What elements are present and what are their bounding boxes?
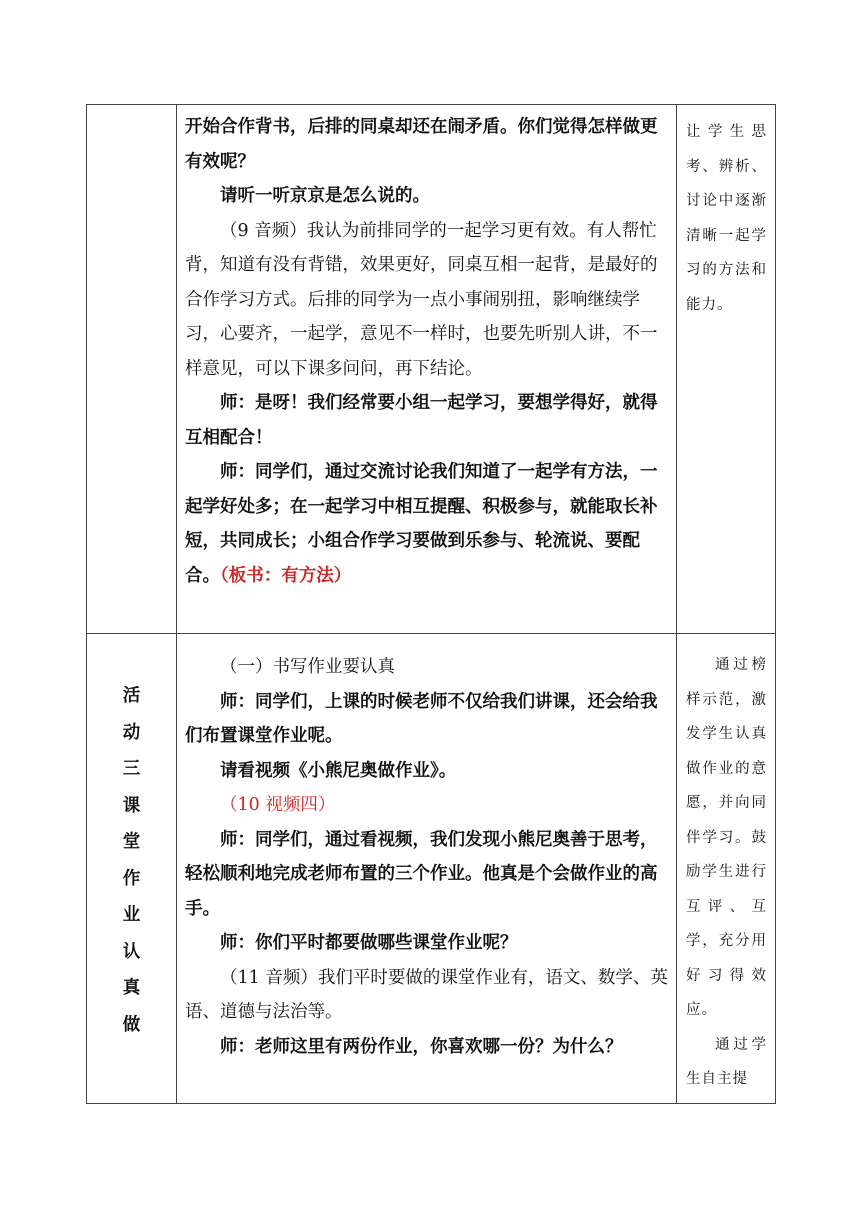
content-paragraph	[185, 455, 669, 593]
activity-char: 三	[122, 759, 141, 779]
activity-char: 业	[122, 905, 141, 925]
activity-cell	[87, 634, 177, 1104]
content-paragraph: 开始合作背书，后排的同桌却还在闹矛盾。你们觉得怎样做更有效呢？	[185, 117, 658, 172]
activity-char: 动	[122, 722, 141, 743]
activity-title	[87, 634, 176, 1043]
activity-char: 活	[122, 686, 141, 706]
lesson-plan-table	[86, 104, 776, 1104]
note-cell	[677, 105, 776, 634]
note-cell	[677, 634, 776, 1104]
table-row	[87, 105, 776, 634]
content-paragraph: 请看视频《小熊尼奥做作业》。	[220, 760, 457, 781]
content-paragraph: （10 视频四）	[220, 795, 336, 815]
board-note: （板书：有方法）	[220, 565, 352, 586]
content-cell	[177, 634, 677, 1104]
paragraph-text: 师：同学们，通过交流讨论我们知道了一起学有方法，一起学好处多；在一起学习中相互提醒、积极参与，就能取长补短，共同成长；小组合作学习要做到乐参与、轮流说、要配合。	[185, 462, 658, 586]
table-row	[87, 634, 776, 1104]
design-note: 让学生思考、辨析、讨论中逐渐清晰一起学习的方法和能力。	[686, 124, 767, 313]
activity-char: 作	[122, 868, 141, 889]
design-note: 通过学生自主提	[686, 1036, 767, 1087]
activity-char: 真	[122, 978, 141, 998]
activity-char: 认	[122, 941, 141, 962]
design-note: 通过榜样示范，激发学生认真做作业的意愿，并向同伴学习。鼓励学生进行互评、互学，充分用好习得效应。	[686, 657, 767, 1018]
content-paragraph: 师：你们平时都要做哪些课堂作业呢？	[220, 933, 518, 953]
content-cell	[177, 105, 677, 634]
content-paragraph: 请听一听京京是怎么说的。	[220, 186, 430, 206]
content-paragraph: 师：同学们，上课的时候老师不仅给我们讲课，还会给我们布置课堂作业呢。	[185, 691, 658, 746]
content-paragraph: （11 音频）我们平时要做的课堂作业有，语文、数学、英语、道德与法治等。	[185, 967, 668, 1022]
content-paragraph: 师：是呀！我们经常要小组一起学习，要想学得好，就得互相配合！	[185, 393, 658, 448]
content-paragraph: （一）书写作业要认真	[220, 657, 395, 677]
content-paragraph: 师：同学们，通过看视频，我们发现小熊尼奥善于思考，轻松顺利地完成老师布置的三个作业。他真是个会做作业的高手。	[185, 829, 658, 919]
content-paragraph: （9 音频）我认为前排同学的一起学习更有效。有人帮忙背，知道有没有背错，效果更好，同桌互相一起背，是最好的合作学习方式。后排的同学为一点小事闹别扭，影响继续学习，心要齐，一起学，意见不一样时，也要先听别人讲，不一样意见，可以下课多问问，再下结论。	[185, 220, 658, 379]
activity-char: 堂	[122, 832, 141, 852]
activity-char: 课	[122, 795, 141, 816]
activity-char: 做	[122, 1014, 141, 1035]
content-paragraph: 师：老师这里有两份作业，你喜欢哪一份？为什么？	[220, 1036, 623, 1057]
activity-cell	[87, 105, 177, 634]
